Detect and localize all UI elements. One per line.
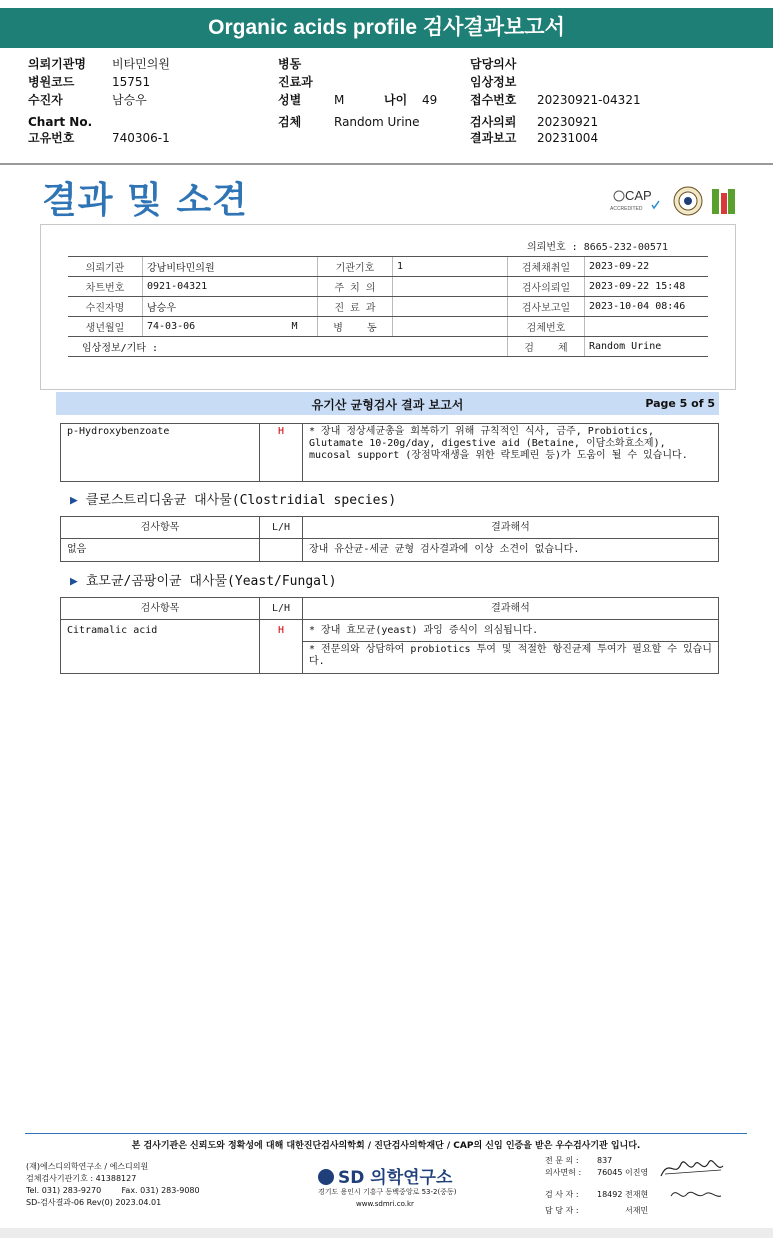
- signer-label: 담 당 자 :: [545, 1206, 579, 1215]
- header-label: 수진자: [28, 93, 63, 107]
- table-row: [68, 297, 708, 317]
- cell-label: 차트번호: [68, 277, 143, 297]
- cap-logo-text: CAP: [625, 188, 652, 203]
- header-col2: [278, 57, 437, 131]
- org-address: 경기도 용인시 기흥구 동백중앙로 53-2(중동): [318, 1188, 457, 1196]
- specimen-value: Random Urine: [334, 115, 420, 129]
- footer-line: SD-검사결과-06 Rev(0) 2023.04.01: [26, 1198, 162, 1207]
- result-text: * 장내 정상세균총을 회복하기 위해 규칙적인 식사, 금주, Probiotics, Glutamate 10-20g/day, digestive aid (Betaine, 이담소화효소제), mucosal support (장점막재생을 위한 락토페린 등)가 도움이 될 수 있습니다.: [303, 424, 719, 482]
- header-value: 20230921: [537, 115, 599, 129]
- signer-no: 76045: [597, 1168, 623, 1177]
- header-label: 고유번호: [28, 131, 75, 145]
- cell-value: 남승우: [143, 297, 318, 317]
- result-text: * 전문의와 상담하여 probiotics 투여 및 적절한 항진균제 투여가 필요할 수 있습니다.: [303, 642, 719, 674]
- header-cell: L/H: [260, 517, 303, 539]
- footer-left: [26, 1161, 200, 1209]
- header-value: 740306-1: [112, 131, 170, 145]
- header-value: 15751: [112, 75, 151, 89]
- org-name: SD 의학연구소: [338, 1168, 453, 1188]
- section-heading-text: 효모균/곰팡이균 대사물(Yeast/Fungal): [85, 574, 337, 589]
- table-header-row: [61, 598, 719, 620]
- header-cell: 결과해석: [303, 598, 719, 620]
- header-value: 남승우: [112, 93, 147, 107]
- cell-label: 검체번호: [508, 317, 585, 337]
- report-title: Organic acids profile 검사결과보고서: [0, 8, 773, 48]
- cell-value: [393, 317, 508, 337]
- signer-label: 전 문 의 :: [545, 1156, 579, 1165]
- lh-flag: H: [260, 424, 303, 482]
- yeast-table: [60, 597, 719, 674]
- cell-label: 기관기호: [318, 257, 393, 277]
- cell-label: 검 체: [508, 337, 585, 357]
- cap-logo: [608, 185, 738, 217]
- header-value: 20230921-04321: [537, 93, 641, 107]
- section-title: 결과 및 소견: [42, 180, 248, 221]
- cell-label: 검사보고일: [508, 297, 585, 317]
- table-row: [61, 424, 719, 482]
- footer-line: 검체검사기관기호 : 41388127: [26, 1174, 137, 1183]
- cell-label: 수진자명: [68, 297, 143, 317]
- cell-label: 의뢰기관: [68, 257, 143, 277]
- header-value: 비타민의원: [112, 57, 170, 71]
- cell-label: 생년월일: [68, 317, 143, 337]
- signatures: [655, 1152, 730, 1212]
- request-number: 의뢰번호 : 8665-232-00571: [527, 242, 668, 253]
- footer-note: 본 검사기관은 신뢰도와 정확성에 대해 대한진단검사의학회 / 진단검사의학재단 / CAP의 신임 인증을 받은 우수검사기관 입니다.: [131, 1141, 641, 1151]
- lh-flag: [260, 539, 303, 562]
- test-item: 없음: [61, 539, 260, 562]
- cell-label: 주 치 의: [318, 277, 393, 297]
- org-website: www.sdmri.co.kr: [356, 1200, 414, 1208]
- cell-label: 진 료 과: [318, 297, 393, 317]
- triangle-icon: ▶: [70, 493, 78, 508]
- ward-label: 병동: [278, 57, 302, 71]
- age-label: 나이: [384, 93, 408, 107]
- footer: [25, 1133, 747, 1151]
- page-indicator: Page 5 of 5: [645, 397, 715, 410]
- cell-value: 2023-10-04 08:46: [585, 297, 709, 317]
- footer-line: (재)에스디의학연구소 / 에스디의원: [26, 1162, 149, 1171]
- signer-no: 18492: [597, 1190, 623, 1199]
- signer-name: 서재민: [625, 1206, 649, 1215]
- cell-value: 2023-09-22 15:48: [585, 277, 709, 297]
- cell-value: Random Urine: [585, 337, 709, 357]
- result-text: 장내 유산균-세균 균형 검사결과에 이상 소견이 없습니다.: [303, 539, 719, 562]
- report-subtitle: 유기산 균형검사 결과 보고서: [311, 398, 464, 412]
- table-row: [61, 620, 719, 642]
- cell-value: [393, 277, 508, 297]
- table-row: [61, 539, 719, 562]
- signer-name: 이진영: [625, 1168, 649, 1177]
- org-logo: [318, 1163, 452, 1188]
- report-header-bar: [56, 392, 719, 415]
- cell-value: [393, 297, 508, 317]
- signer-label: 의사면허 :: [545, 1168, 582, 1177]
- signer-no: 837: [597, 1156, 613, 1165]
- header-label: 결과보고: [470, 131, 517, 145]
- header-label: 임상정보: [470, 75, 517, 89]
- cell-label: 병 동: [318, 317, 393, 337]
- header-label: 접수번호: [470, 93, 517, 107]
- lh-flag: H: [260, 620, 303, 674]
- test-item: Citramalic acid: [61, 620, 260, 674]
- age-value: 49: [422, 93, 438, 107]
- cell-value: 1: [393, 257, 508, 277]
- header-label: 의뢰기관명: [28, 57, 86, 71]
- header-cell: L/H: [260, 598, 303, 620]
- sex-label: 성별: [278, 93, 302, 107]
- cell-label: 검체채취일: [508, 257, 585, 277]
- header-divider: [0, 163, 773, 165]
- cell-value: 2023-09-22: [585, 257, 709, 277]
- table-row: [68, 317, 708, 337]
- clostridial-table: [60, 516, 719, 562]
- clinical-info-label: 임상정보/기타 :: [68, 337, 508, 357]
- header-label: Chart No.: [28, 115, 93, 129]
- result-text: * 장내 효모균(yeast) 과잉 증식이 의심됩니다.: [303, 620, 719, 642]
- cap-logo-sub: ACCREDITED: [610, 206, 643, 212]
- specimen-label: 검체: [278, 115, 302, 129]
- header-col3: [470, 57, 641, 149]
- signer-name: 전재현: [625, 1190, 649, 1199]
- cell-label: 검사의뢰일: [508, 277, 585, 297]
- patient-info-table: [68, 256, 708, 357]
- header-label: 병원코드: [28, 75, 75, 89]
- header-col1: [28, 57, 170, 149]
- table-row: [68, 277, 708, 297]
- cell-value: 0921-04321: [143, 277, 318, 297]
- header-cell: 검사항목: [61, 517, 260, 539]
- table-row: [68, 257, 708, 277]
- dept-label: 진료과: [278, 75, 313, 89]
- sex-value: M: [334, 93, 345, 107]
- signer-label: 검 사 자 :: [545, 1190, 579, 1199]
- section-heading-clostridial: [70, 489, 396, 508]
- header-label: 담당의사: [470, 57, 517, 71]
- header-label: 검사의뢰: [470, 115, 517, 129]
- cell-value: 강남비타민의원: [143, 257, 318, 277]
- accreditation-logos: [608, 185, 738, 217]
- table-header-row: [61, 517, 719, 539]
- cell-value: 74-03-06 M: [143, 317, 318, 337]
- header-cell: 검사항목: [61, 598, 260, 620]
- footer-line: Tel. 031) 283-9270 Fax. 031) 283-9080: [26, 1186, 200, 1195]
- section-heading-yeast: [70, 570, 337, 589]
- test-item: p-Hydroxybenzoate: [61, 424, 260, 482]
- cell-value: [585, 317, 709, 337]
- header-cell: 결과해석: [303, 517, 719, 539]
- table-row: [68, 337, 708, 357]
- org-logo-icon: [318, 1169, 334, 1185]
- header-value: 20231004: [537, 131, 599, 145]
- signers-block: [545, 1155, 648, 1217]
- triangle-icon: ▶: [70, 574, 78, 589]
- section-heading-text: 클로스트리디움균 대사물(Clostridial species): [85, 493, 397, 508]
- continuation-table: [60, 423, 719, 482]
